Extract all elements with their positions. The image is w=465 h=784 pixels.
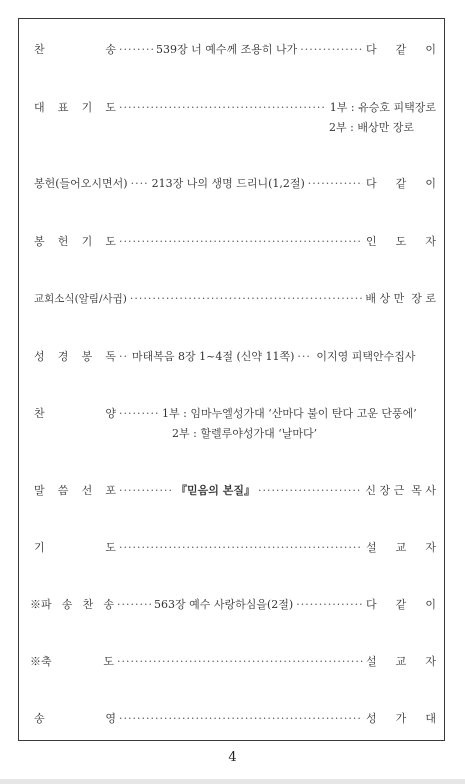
row-label: 봉 헌 기 도 (34, 235, 116, 248)
label-char: 송 (105, 43, 116, 56)
row-prayer (34, 541, 436, 555)
performer: 성 가 대 (366, 712, 436, 725)
performer: 다 같 이 (366, 598, 436, 611)
leader-dots (119, 43, 153, 57)
performer: 다 같 이 (366, 177, 436, 190)
row-label: ※파 송 찬 송 (30, 598, 114, 611)
performer: 인 도 자 (366, 235, 436, 248)
page-number: 4 (228, 750, 237, 765)
leader-dots (119, 350, 129, 364)
program-frame (18, 18, 445, 741)
leader-dots (119, 407, 159, 421)
row-benediction (30, 655, 436, 669)
prayer-leader-1: 1부 : 유승호 피택장로 (329, 101, 436, 114)
row-label: ※축 도 (30, 655, 114, 668)
label-char: 찬 (34, 43, 45, 56)
performer: 설 교 자 (366, 655, 436, 668)
leader-dots (296, 598, 363, 612)
leader-dots (131, 177, 149, 191)
row-offering (34, 177, 436, 191)
news-presenter: 배 상 만 장 로 (365, 292, 436, 305)
row-offering-prayer (34, 235, 436, 249)
row-label: 송 영 (34, 712, 116, 725)
row-hymn (34, 43, 436, 57)
preacher: 신 장 근 목 사 (365, 484, 436, 497)
row-sending-hymn (30, 598, 436, 612)
choir-anthem-1: 1부 : 임마누엘성가대 ‘산마다 불이 탄다 고운 단풍에’ (162, 407, 417, 420)
offering-hymn: 213장 나의 생명 드리니(1,2절) (151, 177, 305, 190)
row-scripture-reading (34, 350, 436, 364)
scripture-passage: 마태복음 8장 1~4절 (신약 11쪽) (132, 350, 295, 363)
row-label (34, 43, 116, 57)
sermon-title: 『믿음의 본질』 (176, 484, 255, 497)
leader-dots (119, 484, 173, 498)
leader-dots (119, 712, 363, 726)
row-church-news (34, 292, 436, 306)
scripture-reader: 이지영 피택안수집사 (316, 350, 416, 363)
row-choir-anthem (34, 407, 436, 441)
row-label: 기 도 (34, 541, 116, 554)
row-sermon (34, 484, 436, 498)
performer: 설 교 자 (366, 541, 436, 554)
hymn-title: 539장 너 예수께 조용히 나가 (156, 43, 298, 56)
leader-dots (119, 101, 327, 115)
leader-dots (297, 350, 309, 364)
choir-anthem-2: 2부 : 할렐루야성가대 ‘날마다’ (172, 427, 318, 440)
row-label: 대 표 기 도 (34, 101, 116, 114)
leader-dots (119, 235, 363, 249)
leader-dots (300, 43, 363, 57)
row-doxology (34, 712, 436, 726)
leader-dots (117, 655, 363, 669)
leader-dots (119, 541, 363, 555)
leader-dots (308, 177, 363, 191)
bottom-edge (0, 779, 465, 784)
row-label: 교회소식(알림/사귐) (34, 293, 127, 305)
row-label: 찬 양 (34, 407, 116, 420)
performer: 다 같 이 (366, 43, 436, 56)
row-representative-prayer (34, 101, 436, 135)
row-label: 말 씀 선 포 (34, 484, 116, 497)
leader-dots (258, 484, 362, 498)
leader-dots (130, 292, 363, 306)
leader-dots (117, 598, 151, 612)
sending-hymn-title: 563장 예수 사랑하심을(2절) (154, 598, 294, 611)
row-label: 성 경 봉 독 (34, 350, 116, 363)
row-label: 봉헌(들어오시면서) (34, 177, 128, 190)
prayer-leader-2: 2부 : 배상만 장로 (329, 121, 414, 134)
